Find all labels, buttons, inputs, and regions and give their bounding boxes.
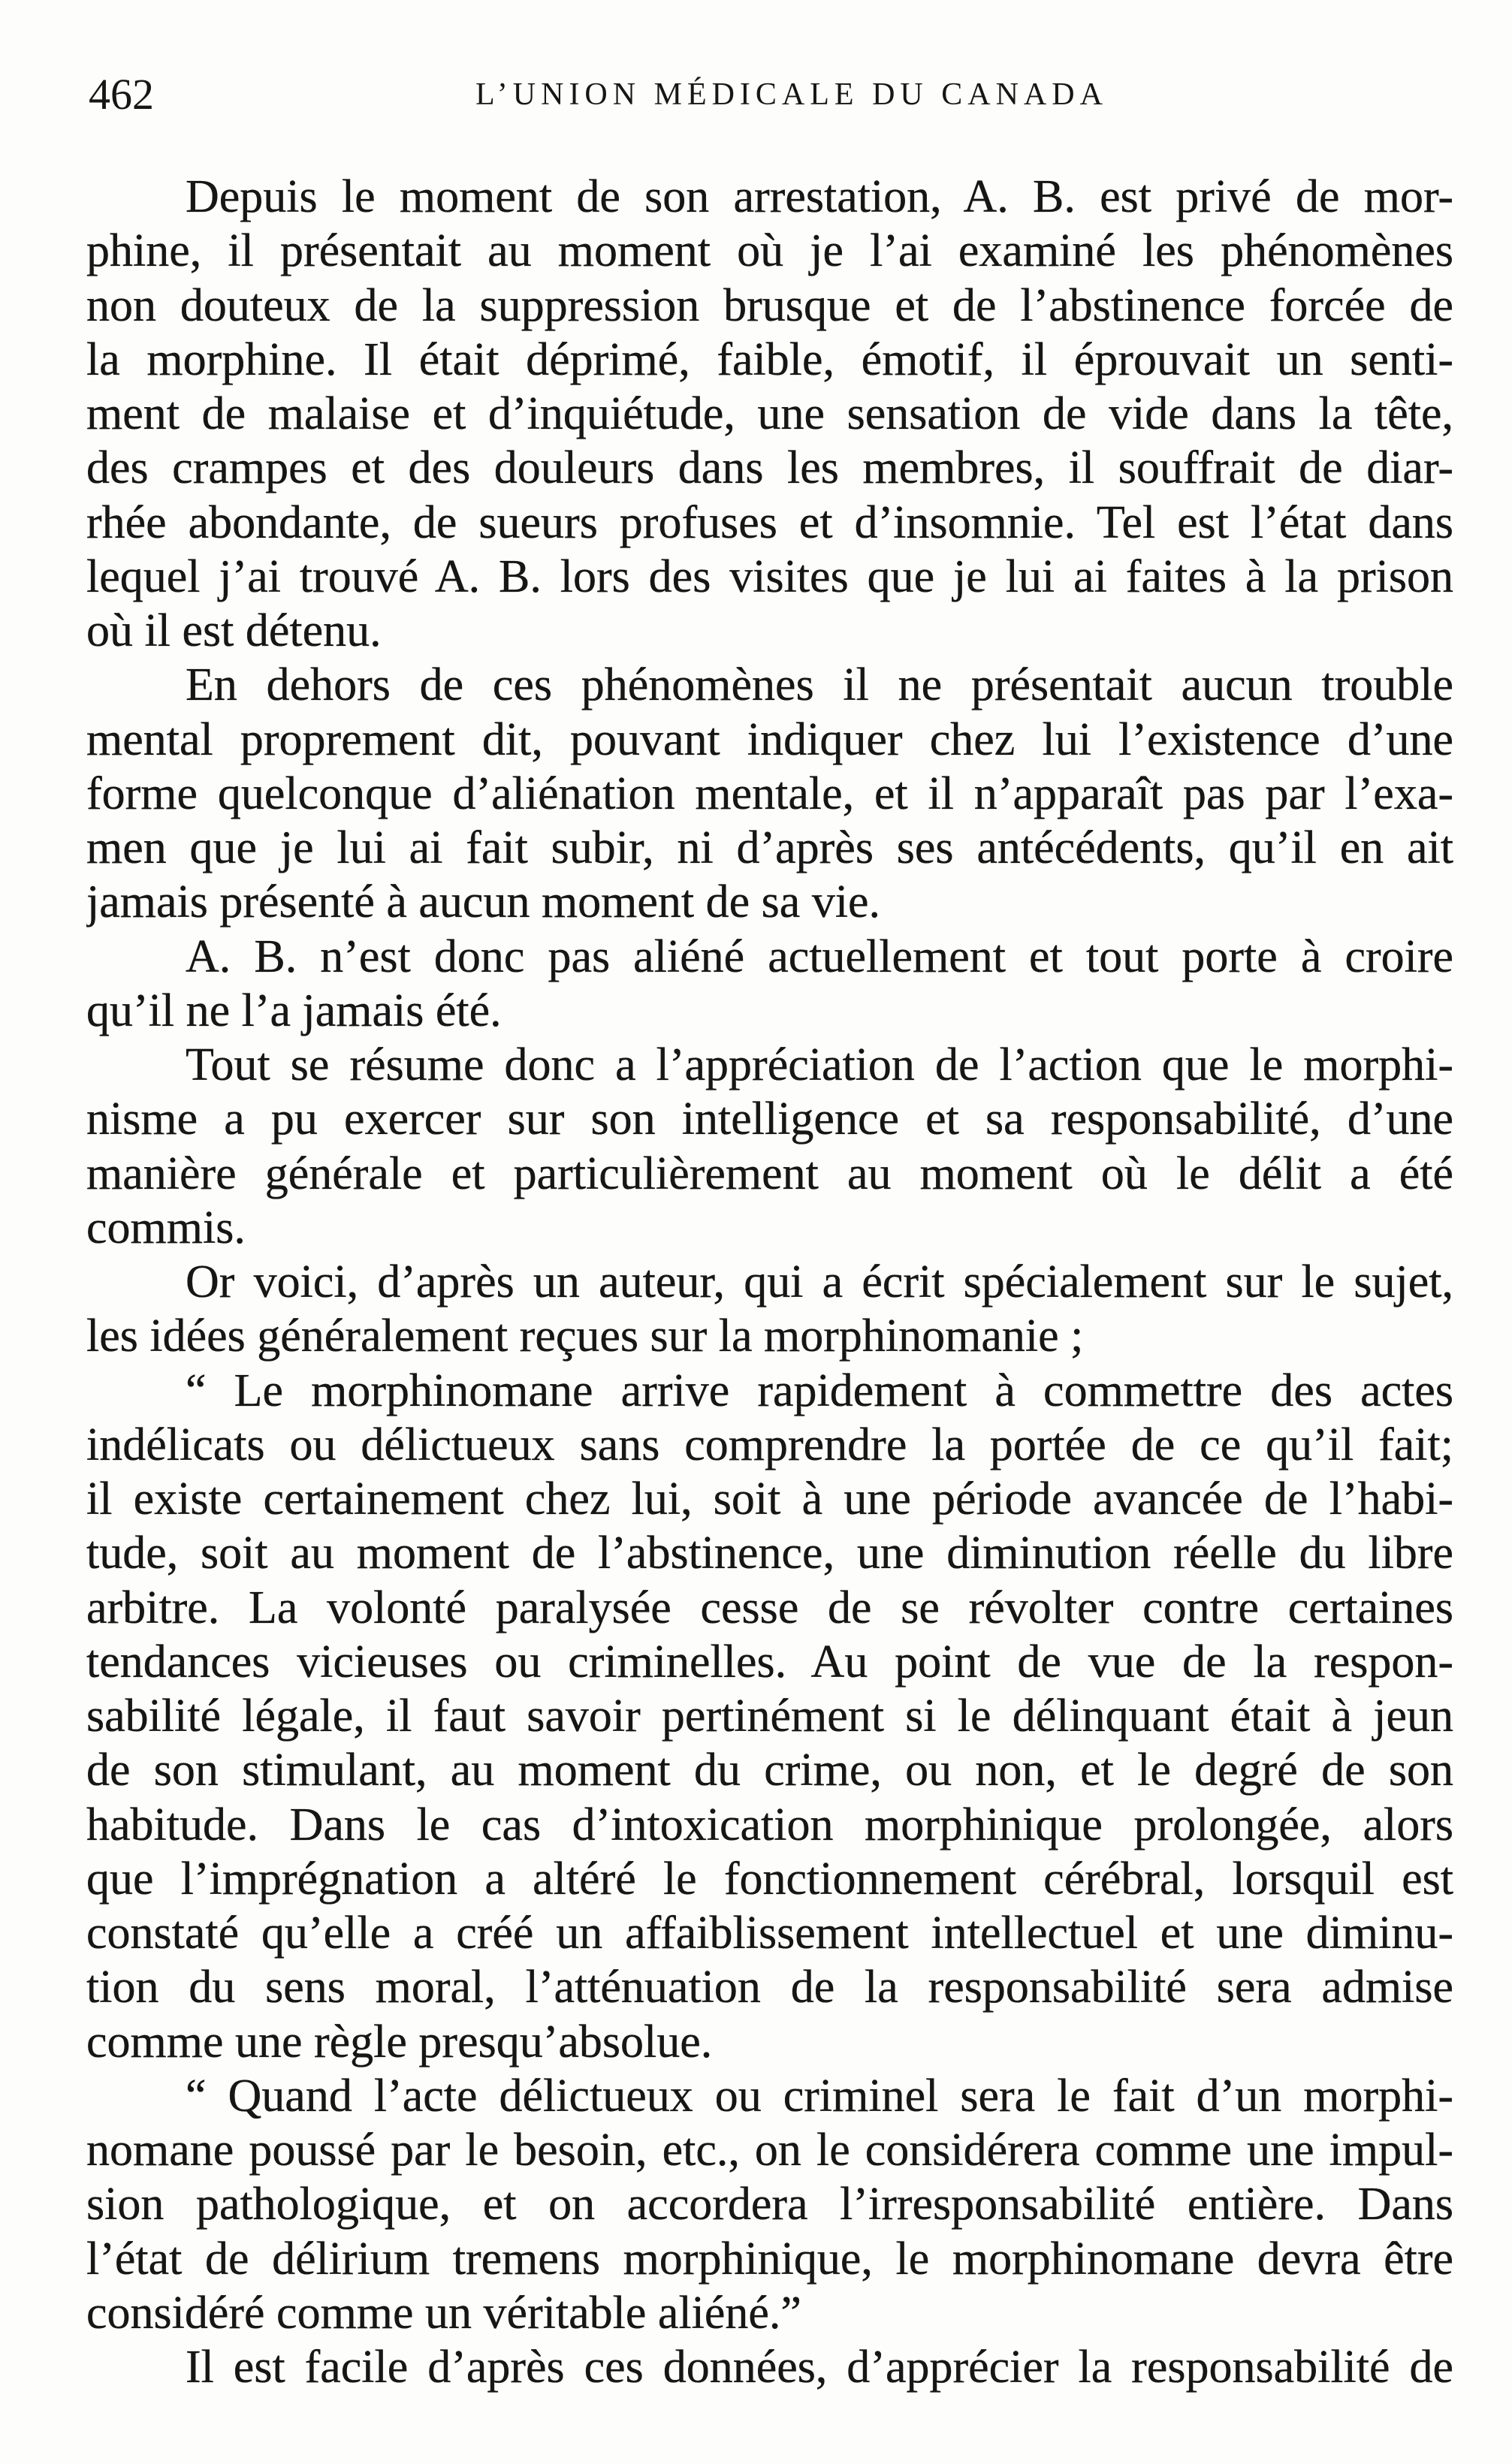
text-line: où il est détenu. bbox=[86, 605, 382, 656]
text-line: manière générale et particulièrement au moment où le délit a été bbox=[86, 1148, 1453, 1199]
paragraph-2 bbox=[86, 658, 1453, 929]
text-line: commis. bbox=[86, 1202, 246, 1253]
text-line: il existe certainement chez lui, soit à une période avancée de l’habi- bbox=[86, 1473, 1453, 1525]
running-head bbox=[0, 72, 1512, 117]
page-number: 462 bbox=[89, 70, 154, 119]
text-line: nisme a pu exercer sur son intelligence et sa responsabilité, d’une bbox=[86, 1093, 1453, 1145]
text-line: les idées généralement reçues sur la morphinomanie ; bbox=[86, 1310, 1084, 1362]
text-line: jamais présenté à aucun moment de sa vie. bbox=[86, 876, 881, 928]
text-line: “ Quand l’acte délictueux ou criminel sera le fait d’un morphi- bbox=[186, 2070, 1453, 2122]
text-line: rhée abondante, de sueurs profuses et d’insomnie. Tel est l’état dans bbox=[86, 496, 1453, 548]
text-line: phine, il présentait au moment où je l’ai examiné les phénomènes bbox=[86, 225, 1453, 277]
paragraph-5 bbox=[86, 1255, 1453, 1364]
text-line: indélicats ou délictueux sans comprendre la portée de ce qu’il fait; bbox=[86, 1419, 1453, 1470]
text-line: non douteux de la suppression brusque et de l’abstinence forcée de bbox=[86, 279, 1453, 331]
text-line: nomane poussé par le besoin, etc., on le considérera comme une impul- bbox=[86, 2125, 1453, 2176]
text-line: sabilité légale, il faut savoir pertinément si le délinquant était à jeun bbox=[86, 1690, 1453, 1742]
text-line: tendances vicieuses ou criminelles. Au point de vue de la respon- bbox=[86, 1636, 1453, 1687]
text-line: l’état de délirium tremens morphinique, le morphinomane devra être bbox=[86, 2233, 1453, 2285]
text-line: lequel j’ai trouvé A. B. lors des visites que je lui ai faites à la prison bbox=[86, 550, 1453, 602]
body-text bbox=[86, 170, 1453, 2394]
text-line: qu’il ne l’a jamais été. bbox=[86, 985, 502, 1036]
text-line: sion pathologique, et on accordera l’irresponsabilité entière. Dans bbox=[86, 2179, 1453, 2230]
text-line: considéré comme un véritable aliéné.” bbox=[86, 2287, 801, 2339]
text-line: comme une règle presqu’absolue. bbox=[86, 2016, 713, 2067]
quotation-paragraph-1 bbox=[86, 1364, 1453, 2069]
text-line: mental proprement dit, pouvant indiquer chez lui l’existence d’une bbox=[86, 713, 1453, 765]
text-line: Depuis le moment de son arrestation, A. B. est privé de mor- bbox=[186, 171, 1453, 222]
paragraph-continued bbox=[86, 2340, 1453, 2394]
text-line: “ Le morphinomane arrive rapidement à commettre des actes bbox=[186, 1365, 1453, 1416]
text-line: Tout se résume donc a l’appréciation de l’action que le morphi- bbox=[186, 1039, 1453, 1090]
text-line: Or voici, d’après un auteur, qui a écrit spécialement sur le sujet, bbox=[186, 1256, 1453, 1307]
text-line: Il est facile d’après ces données, d’apprécier la responsabilité de bbox=[186, 2342, 1453, 2393]
text-line: arbitre. La volonté paralysée cesse de se révolter contre certaines bbox=[86, 1582, 1453, 1633]
text-line: constaté qu’elle a créé un affaiblissement intellectuel et une diminu- bbox=[86, 1908, 1453, 1959]
text-line: men que je lui ai fait subir, ni d’après ses antécédents, qu’il en ait bbox=[86, 822, 1453, 873]
text-line: des crampes et des douleurs dans les membres, il souffrait de diar- bbox=[86, 442, 1453, 494]
text-line: tion du sens moral, l’atténuation de la responsabilité sera admise bbox=[86, 1962, 1453, 2013]
paragraph-4 bbox=[86, 1038, 1453, 1255]
journal-title: L’UNION MÉDICALE DU CANADA bbox=[475, 77, 1108, 112]
text-line: A. B. n’est donc pas aliéné actuellement et tout porte à croire bbox=[186, 930, 1453, 982]
text-line: forme quelconque d’aliénation mentale, et il n’apparaît pas par l’exa- bbox=[86, 768, 1453, 819]
text-line: que l’imprégnation a altéré le fonctionnement cérébral, lorsquil est bbox=[86, 1853, 1453, 1905]
text-line: de son stimulant, au moment du crime, ou non, et le degré de son bbox=[86, 1745, 1453, 1796]
text-line: habitude. Dans le cas d’intoxication morphinique prolongée, alors bbox=[86, 1799, 1453, 1850]
quotation-paragraph-2 bbox=[86, 2069, 1453, 2340]
paragraph-1 bbox=[86, 170, 1453, 658]
text-line: En dehors de ces phénomènes il ne présentait aucun trouble bbox=[186, 659, 1453, 711]
text-line: la morphine. Il était déprimé, faible, émotif, il éprouvait un senti- bbox=[86, 333, 1453, 385]
paragraph-3 bbox=[86, 930, 1453, 1039]
text-line: tude, soit au moment de l’abstinence, une diminution réelle du libre bbox=[86, 1528, 1453, 1579]
text-line: ment de malaise et d’inquiétude, une sensation de vide dans la tête, bbox=[86, 388, 1453, 439]
